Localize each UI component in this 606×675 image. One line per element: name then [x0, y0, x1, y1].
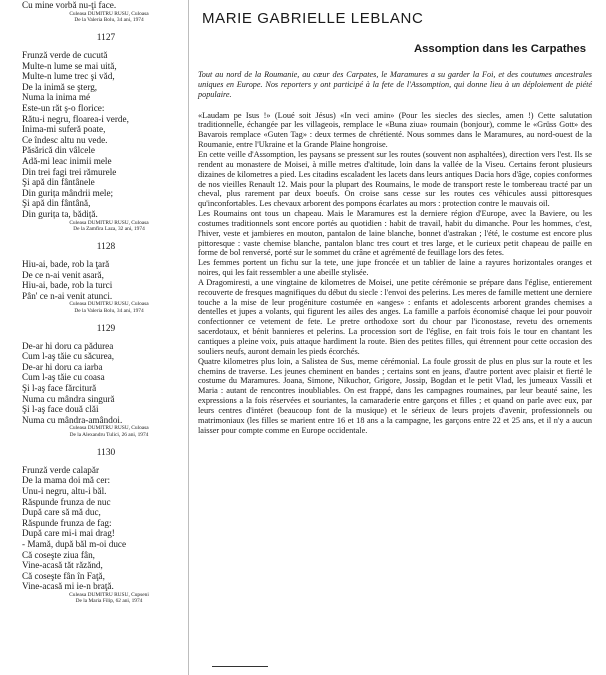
poem-credit: Culeasa DUMITRU RUSU, Culoasa — [69, 425, 149, 432]
poem-block — [22, 0, 182, 23]
poem-line: După care să mă duc, — [22, 507, 101, 518]
article-paragraph: En cette veille d'Assomption, les paysans se pressent sur les routes (souvent non asphaltées), direction vers l'est. Ils se rendent au monastere de Moisei, à mille metres d'altitude, loin dans la vallée de la Viseu. Certains feront plusieurs dizaines de kilometres a pied. Les citadins escaladent les lacets dans leurs antiques Dacia hors d'âge, copies conformes de nos vieilles Renault 12. Mais pour la plupart des Roumains, le mode de transport reste le tombereau tracté par un cheval, plus rarement par deux boeufs. On croise sans cesse sur les routes ces véhicules aussi pittoresques qu'inconfortables. Les chevaux arborent des pompons écarlates au mors : protection contre le mauvais oil. — [198, 149, 592, 209]
poem-line: Frunză verde de cucută — [22, 50, 108, 60]
poem-line: De ce n-ai venit asară, — [22, 269, 104, 280]
poem-credit: De la Valeria Bolu, 34 ani, 1974 — [74, 17, 144, 23]
poem-line: Că coseşte ziua fân, — [22, 549, 95, 560]
poem-line: Multe-n lume trec şi văd, — [22, 71, 115, 82]
poem-line: Cum l-aş tăie cu săcurea, — [22, 351, 115, 362]
poem-line: Răspunde frunza de nuc — [22, 496, 111, 507]
poem-line: Din gurița mândrii mele; — [22, 187, 114, 198]
poem-line: Numa la inima mé — [22, 92, 91, 103]
poem-credit: Culeasa DUMITRU RUSU, Culoasa — [69, 301, 149, 308]
poem-line: Vine-acasă mi ie-n braţă. — [22, 581, 114, 592]
poem-number: 1130 — [96, 448, 116, 459]
article-paragraph: Quatre kilometres plus loin, a Salistea de Sus, meme cérémonial. La foule grossit de plus en plus sur la route et les chemins de traverse. Les jeunes cheminent en bandes ; certains sont en jeans, d'autre portent avec plaisir et fierté le costume du Maramures. Joana, Simone, Nikuchor, Grigore, Jossip, Bogdan et le petit Vlad, les jumeaux Vassili et Maria : autant de rencontres inoubliables. On est frappé, dans les campagnes roumaines, par leur beauté saine, les expressions a la fois réservées et souriantes, la camaraderie entre garçons et filles ; et quand on parle avec eux, par leurs centres d'intéret (beaucoup font de la musique) et le sérieux de leurs projets d'avenir, professionnels ou matrimoniaux (les filles se marient entre 16 et 18 ans a la campagne, les garçons entre 22 et 25 ans, et il n'y a aucun laisser pour compte comme en Europe occidentale. — [198, 356, 592, 435]
poem-line: Vine-acasă tăt răzănd, — [22, 560, 103, 571]
poem-line: Şi l-aş face două clăi — [22, 404, 99, 415]
poem-credit: De la Alexandru Tulici, 26 ani, 1974 — [69, 431, 149, 438]
poem-line: De-ar hi doru ca pădurea — [22, 340, 114, 351]
poem-credit: De la Zamfira Laza, 32 ani, 1974 — [73, 225, 145, 232]
poem-block — [22, 242, 182, 314]
poem-line: Din gurița ta, bădiță. — [22, 208, 98, 219]
poem-line: Pân' ce n-ai venit atunci. — [22, 290, 113, 301]
poem-line: Unu-i negru, altu-i băl. — [22, 486, 107, 497]
poem-credit: Culeasa DUMITRU RUSU, Culoasa — [69, 219, 149, 226]
poem-line: Şi l-aş face fărcitură — [22, 383, 97, 394]
poem-line: Păsărică din vâlcele — [22, 145, 95, 156]
poem-line: Că coseşte fân în Faţă, — [22, 570, 105, 581]
poem-line: De la inimă se şterg, — [22, 81, 98, 92]
poem-credit: De la Maria Filip, 62 ani, 1974 — [75, 598, 143, 605]
poem-line: Numa cu mândra-amândoi. — [22, 414, 123, 425]
article-author: MARIE GABRIELLE LEBLANC — [202, 10, 424, 27]
column-divider — [188, 0, 189, 675]
poem-credit: De la Valeria Bolu, 34 ani, 1974 — [74, 307, 144, 314]
article-lead: Tout au nord de la Roumanie, au cœur des Carpates, le Maramures a su garder la Foi, et des coutumes ancestrales uniques en Europe. Nos reporters y ont participé à la fete de l'Assomption, qui donne lieu à un déploiement de piété populaire. — [198, 70, 592, 100]
poem-line: Frunză verde calapăr — [22, 464, 100, 475]
poem-line: Răspunde frunza de fag: — [22, 517, 112, 528]
poem-block — [22, 448, 182, 605]
poem-line: După care mi-i mai drag! — [22, 528, 115, 539]
poem-line: Ce îndesc altu nu vede. — [22, 134, 108, 145]
poem-line: Hiu-ai, bade, rob la turci — [22, 280, 113, 291]
poem-line: - Mamă, după băl m-oi duce — [22, 539, 127, 549]
poem-line: Cu mine vorbă nu-ţi face. — [22, 0, 117, 10]
article-body — [198, 111, 598, 436]
poem-block — [22, 324, 182, 438]
poem-line: Din trei fagi trei rămurele — [22, 166, 117, 177]
poem-line: De la mama doi mă cer: — [22, 475, 111, 486]
poem-line: Inima-mi suferă poate, — [22, 124, 106, 135]
poem-line: Cum l-aş tăie cu coasa — [22, 372, 105, 383]
article-paragraph: Les femmes portent un fichu sur la tete, une jupe froncée et un tablier de laine a rayures horizontales oranges et noires, qui les fait ressembler a une abeille stylisée. — [198, 258, 592, 278]
poem-block — [22, 33, 182, 232]
poem-line: De-ar hi doru ca iarba — [22, 361, 103, 372]
footer-rule — [212, 666, 268, 667]
article-paragraph: A Dragomiresti, a une vingtaine de kilometres de Moisei, une petite cérémonie se prépare dans l'église, entierement recouverte de fresques magnifiques du début du siecle : l'envoi des pelerins. Les meres de famille mettent une derniere touche a la mise de leur progéniture costumée en «anges» : enfants et adolescents arborent grandes chemises a dentelles et jupes a volants, qui figurent les ailes des anges. La famille a parfois économisé chaque lei pour pouvoir confectionner ce vetement de fete. Le pretre orthodoxe sort du chour par l'iconostase, revetu des ornements sacerdotaux, et bénit bannieres et pelerins. La procession sort de l'église, en fait trois fois le tour en chantant les cantiques a pleine voix, puis attaque hardiment la route. Bien des petites filles, qui étrennent pour cette occasion des souliers neufs, auront demain les pieds écorchés. — [198, 277, 592, 356]
poem-line: Hiu-ai, bade, rob la ţară — [22, 258, 110, 269]
poem-line: Şi apă din fântânele — [22, 177, 95, 188]
poem-credit: Culeasa DUMITRU RUSU, Culoasa — [69, 10, 149, 17]
poem-line: Este-un răt ş-o florice: — [22, 102, 105, 113]
poem-number: 1129 — [96, 324, 116, 335]
article-column — [198, 0, 598, 435]
poem-line: Şi apă din fântână, — [22, 198, 91, 209]
poem-credit: Culeasa DUMITRU RUSU, Cupseni — [69, 591, 149, 598]
poem-number: 1127 — [96, 33, 116, 44]
article-paragraph: Les Roumains ont tous un chapeau. Mais le Maramures est la derniere région d'Europe, avec la Baviere, ou les costumes traditionnels sont encore portés au quotidien : habit de travail, habit du dimanche. Pour les hommes, c'est, l'hiver, veste et jambieres en mouton, pantalon de laine blanche, bonnet d'astrakan ; l'été, le costume est encore plus pittoresque : vaste chemise blanche, pantalon blanc tres court et tres large, et le curieux petit chapeau de paille en forme de bol renversé, porté sur le sommet du crâne et agrémenté de feuillage lors des fetes. — [198, 209, 592, 258]
article-paragraph: «Laudam pe Isus !» (Loué soit Jésus) «In veci amin» (Pour les siecles des siecles, amen !) Cette salutation traditionnelle, échangée par les villageois, remplace le «Buna ziua» roumain (bonjour), comme le «Grüss Gott» des Bavarois remplace «Guten Tag» : deux termes de chrétienté. Nous sommes dans le Maramures, au nord-ouest de la Roumanie, entre l'Ukraine et la Grande Plaine hongroise. — [198, 110, 592, 150]
poem-line: Rătu-i negru, floarea-i verde, — [22, 113, 129, 124]
poem-line: Numa cu mândra singură — [22, 393, 115, 404]
poem-line: Adă-mi leac inimii mele — [22, 155, 112, 166]
poem-number: 1128 — [96, 242, 116, 253]
poem-line: Multe-n lume se mai uită, — [22, 60, 117, 71]
poem-column — [22, 0, 182, 605]
article-title: Assomption dans les Carpathes — [413, 43, 586, 55]
